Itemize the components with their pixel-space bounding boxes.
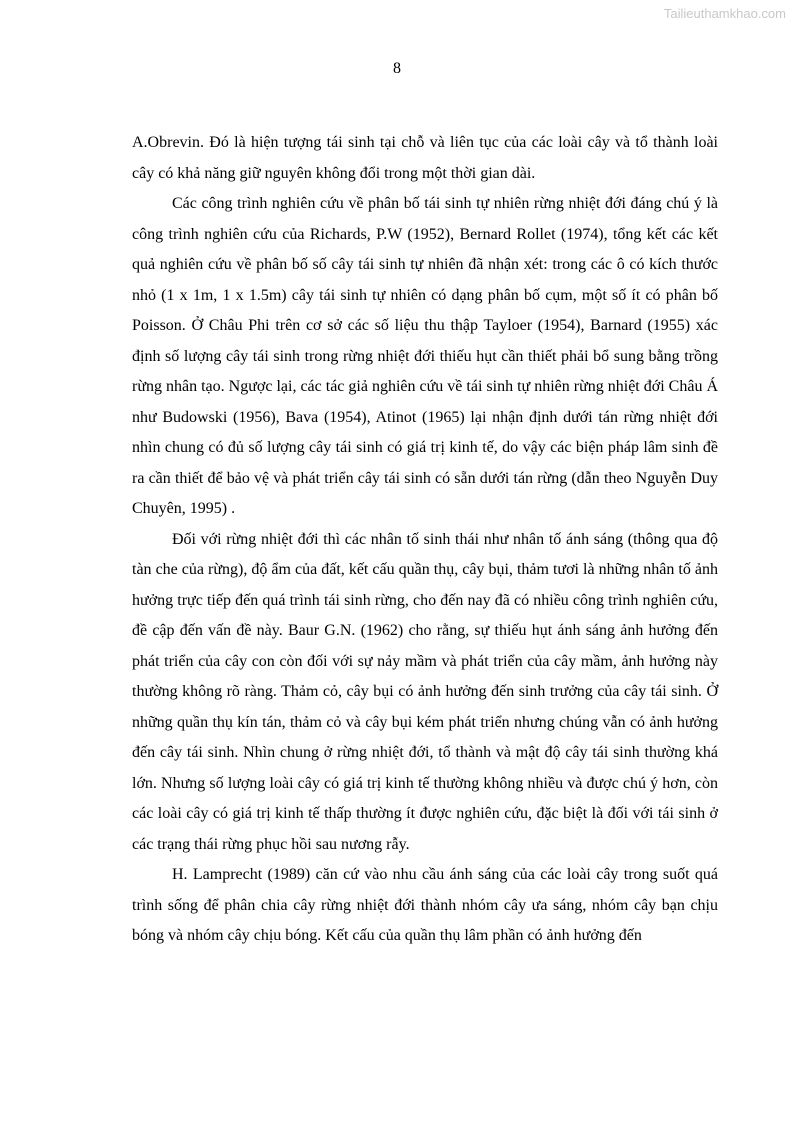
paragraph-1: A.Obrevin. Đó là hiện tượng tái sinh tại chỗ và liên tục của các loài cây và tổ thành loài cây có khả năng giữ nguyên không đổi trong một thời gian dài. (132, 134, 718, 182)
paragraph-2: Các công trình nghiên cứu về phân bố tái sinh tự nhiên rừng nhiệt đới đáng chú ý là công trình nghiên cứu của Richards, P.W (1952), Bernard Rollet (1974), tổng kết các kết quả nghiên cứu về phân bố số cây tái sinh tự nhiên đã nhận xét: trong các ô có kích thước nhỏ (1 x 1m, 1 x 1.5m) cây tái sinh tự nhiên có dạng phân bố cụm, một số ít có phân bố Poisson. Ở Châu Phi trên cơ sở các số liệu thu thập Tayloer (1954), Barnard (1955) xác định số lượng cây tái sinh trong rừng nhiệt đới thiếu hụt cần thiết phải bổ sung bằng trồng rừng nhân tạo. Ngược lại, các tác giả nghiên cứu về tái sinh tự nhiên rừng nhiệt đới Châu Á như Budowski (1956), Bava (1954), Atinot (1965) lại nhận định dưới tán rừng nhiệt đới nhìn chung có đủ số lượng cây tái sinh có giá trị kinh tế, do vậy các biện pháp lâm sinh đề ra cần thiết để bảo vệ và phát triển cây tái sinh có sẵn dưới tán rừng (dẫn theo Nguyễn Duy Chuyên, 1995) . (132, 195, 718, 517)
paragraph-3: Đối với rừng nhiệt đới thì các nhân tố sinh thái như nhân tố ánh sáng (thông qua độ tàn che của rừng), độ ẩm của đất, kết cấu quần thụ, cây bụi, thảm tươi là những nhân tố ảnh hưởng trực tiếp đến quá trình tái sinh rừng, cho đến nay đã có nhiều công trình nghiên cứu, đề cập đến vấn đề này. Baur G.N. (1962) cho rằng, sự thiếu hụt ánh sáng ảnh hưởng đến phát triển của cây con còn đối với sự nảy mầm và phát triển của cây mầm, ảnh hưởng này thường không rõ ràng. Thảm cỏ, cây bụi có ảnh hưởng đến sinh trưởng của cây tái sinh. Ở những quần thụ kín tán, thảm cỏ và cây bụi kém phát triển nhưng chúng vẫn có ảnh hưởng đến cây tái sinh. Nhìn chung ở rừng nhiệt đới, tổ thành và mật độ cây tái sinh thường khá lớn. Nhưng số lượng loài cây có giá trị kinh tế thường không nhiều và được chú ý hơn, còn các loài cây có giá trị kinh tế thấp thường ít được nghiên cứu, đặc biệt là đối với tái sinh ở các trạng thái rừng phục hồi sau nương rẫy. (132, 530, 718, 853)
watermark: Tailieuthamkhao.com (663, 6, 786, 21)
document-body (132, 128, 718, 952)
page-number: 8 (393, 60, 401, 77)
paragraph-4: H. Lamprecht (1989) căn cứ vào nhu cầu ánh sáng của các loài cây trong suốt quá trình sống để phân chia cây rừng nhiệt đới thành nhóm cây ưa sáng, nhóm cây bạn chịu bóng và nhóm cây chịu bóng. Kết cấu của quần thụ lâm phần có ảnh hưởng đến (132, 866, 718, 944)
